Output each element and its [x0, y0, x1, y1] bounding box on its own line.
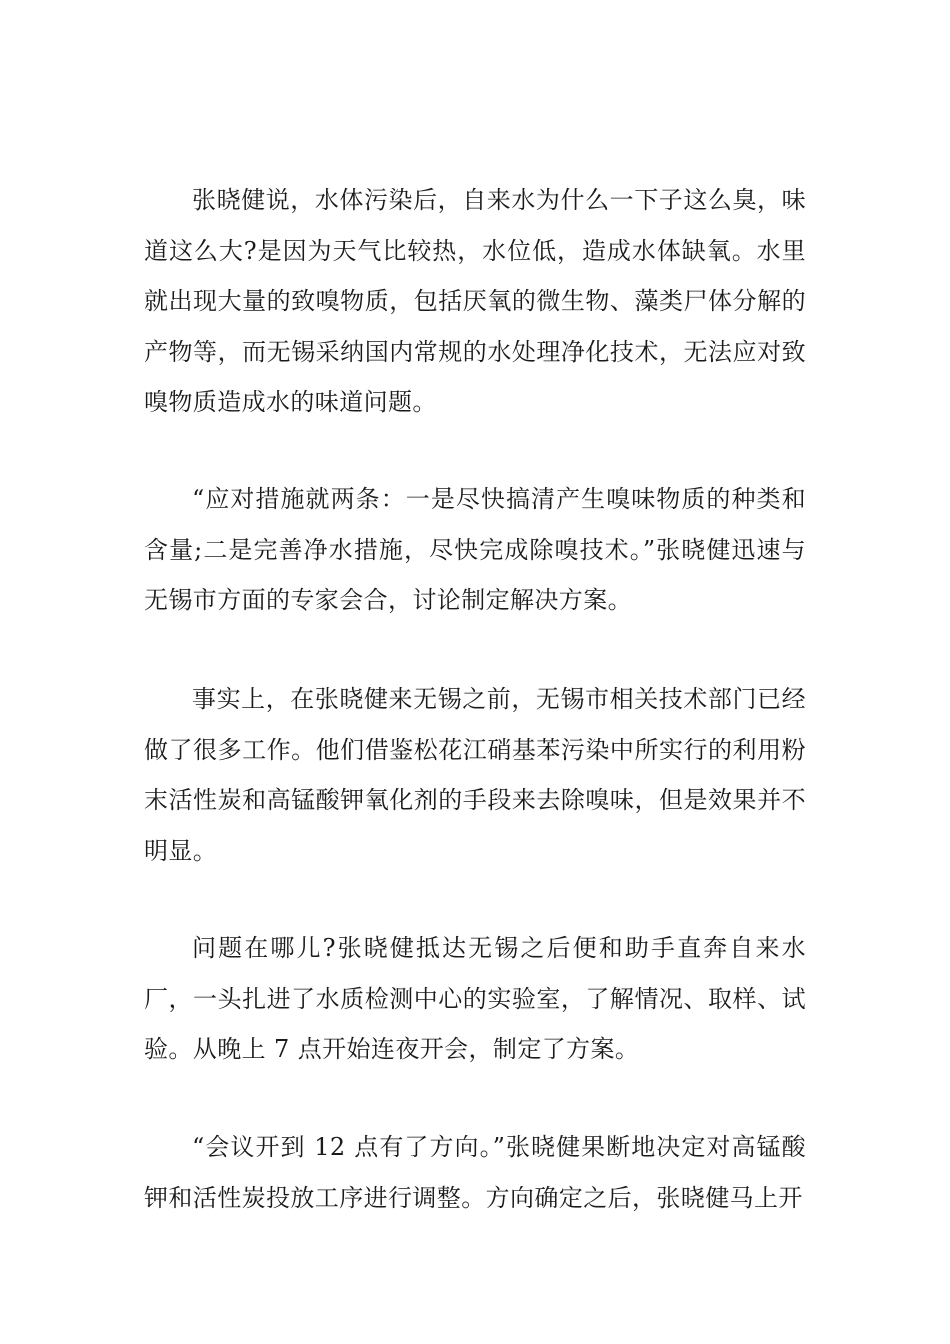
- paragraph-2: “应对措施就两条：一是尽快搞清产生嗅味物质的种类和含量;二是完善净水措施，尽快完成除嗅技术。”张晓健迅速与无锡市方面的专家会合，讨论制定解决方案。: [144, 485, 806, 614]
- paragraph-1: 张晓健说，水体污染后，自来水为什么一下子这么臭，味道这么大?是因为天气比较热，水位低，造成水体缺氧。水里就出现大量的致嗅物质，包括厌氧的微生物、藻类尸体分解的产物等，而无锡采纳国内常规的水处理净化技术，无法应对致嗅物质造成水的味道问题。: [144, 186, 806, 416]
- paragraph-3: 事实上，在张晓健来无锡之前，无锡市相关技术部门已经做了很多工作。他们借鉴松花江硝基苯污染中所实行的利用粉末活性炭和高锰酸钾氧化剂的手段来去除嗅味，但是效果并不明显。: [144, 685, 806, 865]
- paragraph-4: 问题在哪儿?张晓健抵达无锡之后便和助手直奔自来水厂，一头扎进了水质检测中心的实验室，了解情况、取样、试验。从晚上 7 点开始连夜开会，制定了方案。: [144, 934, 806, 1063]
- paragraph-5: “会议开到 12 点有了方向。”张晓健果断地决定对高锰酸钾和活性炭投放工序进行调整。方向确定之后，张晓健马上开: [144, 1133, 806, 1212]
